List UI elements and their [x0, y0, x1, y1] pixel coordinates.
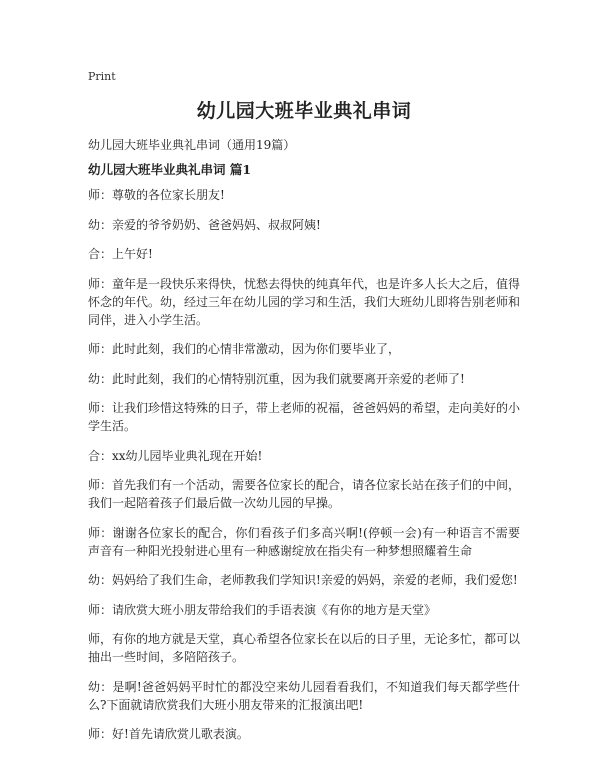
paragraph: 师：谢谢各位家长的配合，你们看孩子们多高兴啊!(停顿一会)有一种语言不需要声音有一种阳光投射进心里有一种感谢绽放在指尖有一种梦想照耀着生命	[88, 525, 520, 558]
document-title: 幼儿园大班毕业典礼串词	[196, 100, 412, 122]
paragraph: 幼：此时此刻，我们的心情特别沉重，因为我们就要离开亲爱的老师了!	[88, 371, 465, 386]
paragraph: 师：童年是一段快乐来得快，忧愁去得快的纯真年代，也是许多人长大之后，值得怀念的年代。幼，经过三年在幼儿园的学习和生活，我们大班幼儿即将告别老师和同伴，进入小学生活。	[88, 276, 521, 327]
paragraph: 幼：妈妈给了我们生命，老师教我们学知识!亲爱的妈妈，亲爱的老师，我们爱您!	[88, 573, 518, 587]
print-label: Print	[88, 70, 116, 83]
document-subtitle: 幼儿园大班毕业典礼串词（通用19篇）	[88, 138, 296, 152]
section-heading: 幼儿园大班毕业典礼串词 篇1	[88, 162, 252, 177]
paragraph: 师：请欣赏大班小朋友带给我们的手语表演《有你的地方是天堂》	[88, 602, 437, 617]
paragraph: 幼：是啊!爸爸妈妈平时忙的都没空来幼儿园看看我们，不知道我们每天都学些什么?下面就请欣赏我们大班小朋友带来的汇报演出吧!	[88, 679, 520, 712]
paragraph: 幼：亲爱的爷爷奶奶、爸爸妈妈、叔叔阿姨!	[88, 217, 321, 232]
paragraph: 师：让我们珍惜这特殊的日子，带上老师的祝福，爸爸妈妈的希望，走向美好的小学生活。	[88, 401, 521, 433]
paragraph: 师：尊敬的各位家长朋友!	[88, 188, 225, 202]
paragraph: 合：xx幼儿园毕业典礼现在开始!	[88, 448, 263, 463]
paragraph: 师：好!首先请欣赏儿歌表演。	[88, 727, 249, 741]
paragraph: 师，有你的地方就是天堂，真心希望各位家长在以后的日子里，无论多忙，都可以抽出一些时间，多陪陪孩子。	[88, 632, 521, 664]
body-content	[88, 186, 520, 755]
paragraph: 合：上午好!	[88, 247, 153, 261]
paragraph: 师：首先我们有一个活动，需要各位家长的配合，请各位家长站在孩子们的中间，我们一起陪着孩子们最后做一次幼儿园的早操。	[88, 478, 521, 510]
paragraph: 师：此时此刻，我们的心情非常激动，因为你们要毕业了，	[88, 342, 401, 356]
